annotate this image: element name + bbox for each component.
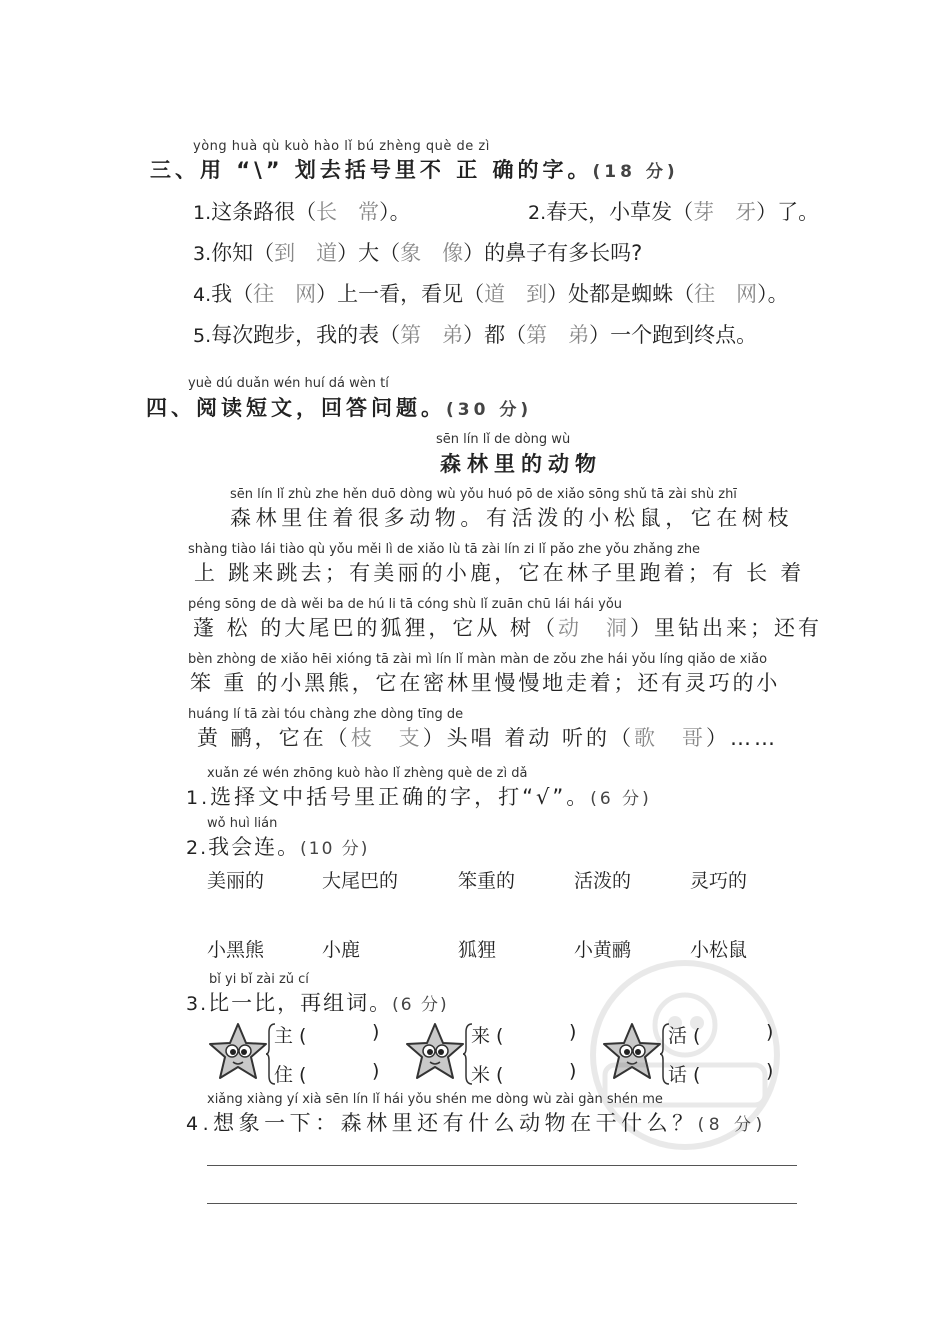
q2-right-4: 小黄鹂 (574, 939, 632, 961)
q3-g3-b: 话 ( (668, 1064, 701, 1086)
s4-pinyin: yuè dú duǎn wén huí dá wèn tí (188, 376, 389, 391)
q1-pinyin: xuǎn zé wén zhōng kuò hào lǐ zhèng què de zì dǎ (207, 766, 528, 781)
q2-left-2: 大尾巴的 (322, 870, 399, 892)
q3-g1-b-close: ) (372, 1060, 380, 1082)
answer-line-1 (207, 1165, 797, 1166)
star-icon (207, 1022, 269, 1082)
q3-g1-a: 主 ( (274, 1025, 307, 1047)
passage-line-3: 蓬 松 的大尾巴的狐狸，它从 树（动 洞）里钻出来；还有 (193, 616, 823, 640)
q1: 1.选择文中括号里正确的字，打“√”。(6 分) (186, 785, 652, 809)
passage-line-2: 上 跳来跳去；有美丽的小鹿，它在林子里跑着；有 长 着 (194, 561, 805, 585)
q2-right-1: 小黑熊 (207, 939, 265, 961)
watermark-logo-icon (585, 955, 785, 1155)
passage-line-1: 森林里住着很多动物。有活泼的小松鼠，它在树枝 (230, 506, 794, 530)
q3-g2-b-close: ) (569, 1060, 577, 1082)
passage-line-1-pinyin: sēn lín lǐ zhù zhe hěn duō dòng wù yǒu huó pō de xiǎo sōng shǔ tā zài shù zhī (230, 487, 737, 502)
q3-pinyin: bǐ yi bǐ zài zǔ cí (209, 972, 309, 987)
s3-points: (18 分) (592, 162, 679, 182)
q3-g3-a: 活 ( (668, 1025, 701, 1047)
s3-heading (150, 154, 679, 184)
q2-left-5: 灵巧的 (690, 870, 748, 892)
q3-g3-b-close: ) (766, 1060, 774, 1082)
passage-line-4-pinyin: bèn zhòng de xiǎo hēi xióng tā zài mì lín lǐ màn màn de zǒu zhe hái yǒu líng qiǎo de xiǎo (188, 652, 768, 667)
q2-right-2: 小鹿 (322, 939, 361, 961)
q2-left-4: 活泼的 (574, 870, 632, 892)
s3-heading-text: 三、用 “\” 划去括号里不 正 确的字。 (150, 158, 593, 182)
answer-line-2 (207, 1203, 797, 1204)
passage-line-5: 黄 鹂，它在（枝 支）头唱 着动 听的（歌 哥）…… (197, 726, 779, 750)
q3-g1-b: 住 ( (274, 1064, 307, 1086)
s3-item-1: 1.这条路很（长 常）。 (193, 200, 411, 224)
s3-item-5: 5.每次跑步，我的表（第 弟）都（第 弟）一个跑到终点。 (193, 323, 758, 347)
q3-g3-a-close: ) (766, 1021, 774, 1043)
s3-pinyin: yòng huà qù kuò hào lǐ bú zhèng què de zì (193, 139, 490, 154)
s4-heading: 四、阅读短文，回答问题。(30 分) (146, 396, 533, 420)
q4-pinyin: xiǎng xiàng yí xià sēn lín lǐ hái yǒu shén me dòng wù zài gàn shén me (207, 1092, 663, 1107)
s3-item-4: 4.我（往 网）上一看，看见（道 到）处都是蜘蛛（往 网）。 (193, 282, 789, 306)
s3-item-2: 2.春天，小草发（芽 牙）了。 (528, 200, 820, 224)
q4: 4.想象一下：森林里还有什么动物在干什么？(8 分) (186, 1111, 767, 1135)
q3-g2-b: 米 ( (471, 1064, 504, 1086)
q3-g2-a: 来 ( (471, 1025, 504, 1047)
q2-right-3: 狐狸 (458, 939, 497, 961)
q3-g2-a-close: ) (569, 1021, 577, 1043)
q2-pinyin: wǒ huì lián (207, 816, 278, 831)
passage-title: 森林里的动物 (440, 452, 602, 476)
star-icon (404, 1022, 466, 1082)
passage-line-2-pinyin: shàng tiào lái tiào qù yǒu měi lì de xiǎo lù tā zài lín zi lǐ pǎo zhe yǒu zhǎng zhe (188, 542, 701, 557)
passage-line-5-pinyin: huáng lí tā zài tóu chàng zhe dòng tīng de (188, 707, 464, 722)
q2: 2.我会连。(10 分) (186, 835, 370, 859)
s4-points: (30 分) (446, 400, 533, 420)
q2-right-5: 小松鼠 (690, 939, 748, 961)
passage-line-3-pinyin: péng sōng de dà wěi ba de hú li tā cóng shù lǐ zuān chū lái hái yǒu (188, 597, 623, 612)
passage-title-pinyin: sēn lín lǐ de dòng wù (436, 432, 571, 447)
q2-left-1: 美丽的 (207, 870, 265, 892)
q2-left-3: 笨重的 (458, 870, 516, 892)
q3: 3.比一比，再组词。(6 分) (186, 991, 449, 1015)
passage-line-4: 笨 重 的小黑熊，它在密林里慢慢地走着；还有灵巧的小 (190, 671, 781, 695)
s3-item-3: 3.你知（到 道）大（象 像）的鼻子有多长吗? (193, 241, 643, 265)
q3-g1-a-close: ) (372, 1021, 380, 1043)
